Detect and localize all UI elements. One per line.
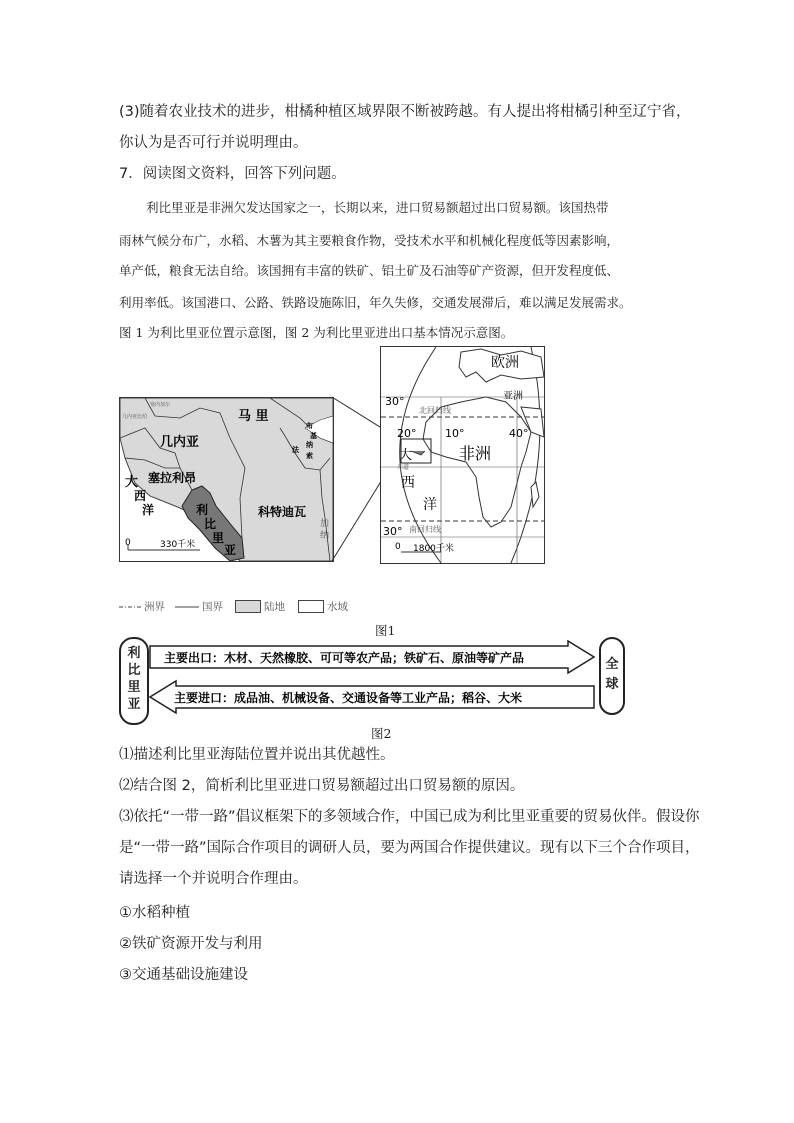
question-1: ⑴描述利比里亚海陆位置并说出其优越性。 (119, 747, 395, 763)
question-3-line3: 请选择一个并说明合作理由。 (119, 871, 308, 887)
label-burkina-4: 法 (292, 446, 299, 454)
material-line-1: 利比里亚是非洲欠发达国家之一，长期以来，进口贸易额超过出口贸易额。该国热带 (146, 200, 609, 215)
legend-continent-boundary-label: 洲界 (144, 601, 165, 613)
question-3-line2: 是“一带一路”国际合作项目的调研人员，要为两国合作提供建议。现有以下三个合作项目， (119, 840, 700, 856)
fig2-global-char-2: 球 (605, 677, 619, 692)
label-burkina-2: 基 (310, 432, 317, 440)
label-tropic-north: 北回归线 (419, 406, 451, 415)
material-line-2: 雨林气候分布广，水稻、木薯为其主要粮食作物，受技术水平和机械化程度低等因素影响， (119, 233, 620, 248)
legend-water-swatch (298, 600, 324, 613)
q6-part3-line2: 你认为是否可行并说明理由。 (119, 135, 308, 151)
fig2-global-char-1: 全 (605, 657, 619, 672)
material-line-3: 单产低，粮食无法自给。该国拥有丰富的铁矿、铝土矿及石油等矿产资源，但开发程度低、 (119, 263, 620, 278)
label-liberia-1: 利 (196, 503, 209, 517)
label-equator: 赤道 (397, 464, 410, 471)
map2-scale-label: 1800千米 (413, 544, 454, 554)
question-3-line1: ⑶依托“一带一路”倡议框架下的多领域合作，中国已成为利比里亚重要的贸易伙伴。假设你 (119, 809, 700, 825)
option-rice-planting: ①水稻种植 (119, 905, 190, 921)
question-2: ⑵结合图 2，简析利比里亚进口贸易额超过出口贸易额的原因。 (119, 778, 525, 794)
label-liberia-2: 比 (204, 517, 217, 531)
label-mali: 马 里 (238, 409, 269, 424)
regional-map (119, 397, 334, 562)
fig2-global-label (599, 637, 625, 715)
map2-scale-zero: 0 (395, 542, 401, 552)
fig2-liberia-char-2: 比 (127, 663, 141, 678)
label-cote-divoire: 科特迪瓦 (258, 505, 307, 519)
label-guinea-bissau: 几内亚比绍 (122, 414, 148, 420)
legend-land-label: 陆地 (264, 601, 285, 613)
fig2-liberia-char-4: 亚 (127, 697, 141, 712)
label-sierra-leone: 塞拉利昂 (148, 471, 197, 485)
label-ocean-1: 大 (125, 475, 139, 490)
label-burkina-1: 布 (306, 422, 313, 430)
legend-continent-boundary (119, 599, 165, 614)
label-ocean-w-3: 洋 (423, 497, 437, 513)
label-liberia-3: 里 (212, 531, 225, 545)
label-asia: 亚洲 (503, 391, 523, 402)
legend-water-label: 水域 (327, 601, 348, 613)
fig2-arrows (148, 640, 598, 720)
figure1-caption: 图1 (375, 623, 396, 638)
fig2-export-text: 主要出口：木材、天然橡胶、可可等农产品；铁矿石、原油等矿产品 (164, 651, 525, 665)
label-lon40: 40° (509, 427, 529, 440)
option-iron-ore: ②铁矿资源开发与利用 (119, 936, 263, 952)
legend-country-boundary (175, 599, 223, 614)
legend-water (298, 599, 348, 614)
legend-country-boundary-label: 国界 (202, 601, 223, 613)
label-senegal: 塞内加尔 (150, 402, 171, 408)
label-tropic-south: 南回归线 (409, 525, 441, 534)
q7-title: 7．阅读图文资料，回答下列问题。 (119, 166, 346, 182)
africa-map (380, 346, 545, 564)
scale-label: 330千米 (160, 540, 196, 550)
label-guinea: 几内亚 (160, 435, 200, 450)
figure2-caption: 图2 (371, 726, 392, 741)
label-lon10: 10° (445, 427, 465, 440)
label-ocean-w-2: 西 (401, 475, 415, 491)
legend-land-swatch (235, 600, 261, 613)
label-ocean-3: 洋 (142, 503, 155, 517)
fig2-liberia-char-1: 利 (127, 646, 141, 661)
label-lat30n: 30° (385, 395, 405, 408)
label-europe: 欧洲 (491, 355, 519, 371)
label-lat20: 20° (397, 427, 417, 440)
label-ghana-1: 加 (320, 519, 330, 529)
label-burkina-3: 纳 (306, 441, 313, 449)
fig2-import-text: 主要进口：成品油、机械设备、交通设备等工业产品；稻谷、大米 (174, 691, 523, 705)
label-ocean-w-1: 大 (399, 448, 413, 463)
fig2-liberia-label (119, 637, 149, 725)
label-lat30s: 30° (383, 525, 403, 538)
q6-part3-line1: (3)随着农业技术的进步，柑橘种植区域界限不断被跨越。有人提出将柑橘引种至辽宁省， (119, 104, 691, 120)
fig2-liberia-char-3: 里 (127, 680, 141, 695)
label-burkina-5: 索 (306, 452, 313, 460)
option-transport-infrastructure: ③交通基础设施建设 (119, 967, 248, 983)
scale-zero: 0 (125, 538, 131, 548)
legend-land (235, 599, 285, 614)
label-liberia-4: 亚 (224, 543, 237, 557)
material-line-4: 利用率低。该国港口、公路、铁路设施陈旧，年久失修，交通发展滞后，难以满足发展需求。 (119, 295, 632, 310)
label-africa: 非洲 (459, 444, 492, 463)
material-line-5: 图 1 为利比里亚位置示意图，图 2 为利比里亚进出口基本情况示意图。 (119, 325, 514, 340)
label-ghana-2: 纳 (320, 531, 330, 541)
label-ocean-2: 西 (134, 489, 147, 503)
